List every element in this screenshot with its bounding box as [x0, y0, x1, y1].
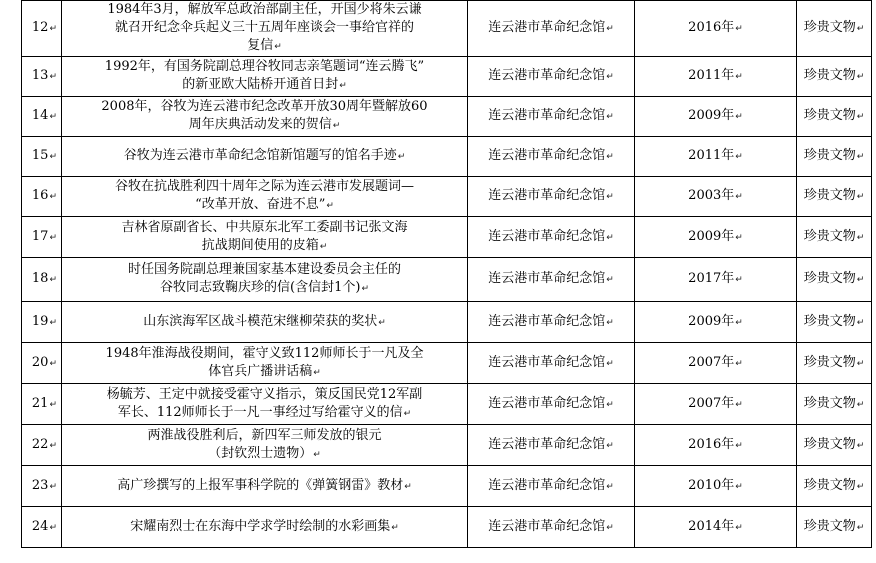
relic-name-text: 山东滨海军区战斗模范宋继柳荣获的奖状	[143, 313, 378, 329]
row-number-text: 24	[31, 518, 49, 534]
row-number-text: 19	[31, 313, 49, 329]
paragraph-mark: ↵	[404, 481, 412, 492]
relic-name-line	[66, 261, 463, 279]
paragraph-mark: ↵	[49, 481, 57, 492]
row-number	[22, 258, 62, 302]
level-cell	[797, 302, 872, 343]
year-text: 2017年	[688, 271, 735, 286]
level-text: 珍贵文物	[803, 436, 856, 452]
table-row	[22, 97, 872, 137]
paragraph-mark: ↵	[49, 358, 57, 369]
paragraph-mark: ↵	[856, 317, 865, 328]
row-number	[22, 384, 62, 425]
table-row	[22, 425, 872, 466]
row-number	[22, 425, 62, 466]
relic-name-line	[66, 98, 463, 116]
row-number	[22, 466, 62, 507]
level-text: 珍贵文物	[803, 20, 856, 35]
relic-name-cell	[62, 466, 468, 507]
year-cell	[635, 177, 797, 217]
org-cell	[468, 425, 635, 466]
row-number-text: 12	[31, 20, 49, 35]
table-row	[22, 258, 872, 302]
year-text: 2016年	[688, 20, 735, 35]
paragraph-mark: ↵	[856, 440, 865, 451]
row-number	[22, 343, 62, 384]
relic-name-text: 就召开纪念伞兵起义三十五周年座谈会一事给官祥的	[114, 20, 414, 35]
paragraph-mark: ↵	[606, 232, 614, 243]
level-cell	[797, 1, 872, 57]
relic-name-cell	[62, 137, 468, 177]
org-cell	[468, 302, 635, 343]
row-number	[22, 57, 62, 97]
org-text: 连云港市革命纪念馆	[488, 518, 606, 534]
paragraph-mark: ↵	[49, 72, 57, 82]
paragraph-mark: ↵	[606, 317, 614, 328]
paragraph-mark: ↵	[606, 192, 614, 202]
paragraph-mark: ↵	[49, 24, 57, 34]
relic-name-line	[66, 345, 463, 363]
org-cell	[468, 217, 635, 258]
org-cell	[468, 177, 635, 217]
row-number-text: 23	[31, 477, 49, 493]
paragraph-mark: ↵	[735, 399, 743, 410]
relic-name-text: （封钦烈士遗物）	[208, 445, 313, 461]
paragraph-mark: ↵	[49, 192, 57, 202]
paragraph-mark: ↵	[735, 24, 743, 34]
year-cell	[635, 97, 797, 137]
relic-name-text: 体官兵广播讲话稿	[208, 363, 313, 379]
row-number-text: 14	[31, 108, 49, 123]
level-cell	[797, 57, 872, 97]
row-number-text: 16	[31, 188, 49, 203]
relic-name-text: 谷牧同志致鞠庆珍的信(含信封1个)	[160, 280, 361, 295]
level-cell	[797, 466, 872, 507]
paragraph-mark: ↵	[606, 24, 614, 34]
org-text: 连云港市革命纪念馆	[488, 108, 606, 123]
paragraph-mark: ↵	[735, 192, 743, 202]
year-cell	[635, 258, 797, 302]
paragraph-mark: ↵	[735, 232, 743, 243]
relic-name-cell	[62, 1, 468, 57]
relic-name-text: 两淮战役胜利后，新四军三师发放的银元	[147, 427, 382, 443]
row-number-text: 18	[31, 271, 49, 286]
table-row	[22, 343, 872, 384]
paragraph-mark: ↵	[339, 81, 347, 91]
paragraph-mark: ↵	[856, 72, 865, 82]
paragraph-mark: ↵	[735, 440, 743, 451]
level-text: 珍贵文物	[803, 108, 856, 123]
relic-name-cell	[62, 177, 468, 217]
relic-name-text: 谷牧为连云港市革命纪念馆新馆题写的馆名手迹	[123, 148, 397, 163]
level-cell	[797, 507, 872, 548]
row-number	[22, 1, 62, 57]
paragraph-mark: ↵	[319, 241, 328, 252]
paragraph-mark: ↵	[735, 522, 743, 533]
relic-name-line	[66, 196, 463, 215]
year-cell	[635, 384, 797, 425]
table-row	[22, 57, 872, 97]
level-text: 珍贵文物	[803, 148, 856, 163]
year-cell	[635, 425, 797, 466]
paragraph-mark: ↵	[735, 275, 743, 285]
level-cell	[797, 97, 872, 137]
level-text: 珍贵文物	[803, 313, 856, 329]
level-cell	[797, 258, 872, 302]
relic-name-line	[66, 404, 463, 423]
paragraph-mark: ↵	[274, 42, 282, 52]
relic-name-line	[66, 363, 463, 382]
relic-name-cell	[62, 343, 468, 384]
level-cell	[797, 343, 872, 384]
year-cell	[635, 217, 797, 258]
org-cell	[468, 1, 635, 57]
relic-name-text: 宋耀南烈士在东海中学求学时绘制的水彩画集	[130, 518, 391, 534]
year-text: 2009年	[688, 108, 735, 123]
paragraph-mark: ↵	[49, 152, 57, 162]
relic-name-line	[66, 37, 463, 56]
relic-name-line	[66, 445, 463, 464]
level-text: 珍贵文物	[803, 228, 856, 244]
relic-name-text: 1992年，有国务院副总理谷牧同志亲笔题词“连云腾飞”	[104, 59, 425, 74]
paragraph-mark: ↵	[856, 192, 865, 202]
org-cell	[468, 137, 635, 177]
paragraph-mark: ↵	[606, 72, 614, 82]
row-number	[22, 217, 62, 258]
org-cell	[468, 258, 635, 302]
year-text: 2014年	[688, 518, 735, 534]
paragraph-mark: ↵	[856, 481, 865, 492]
relic-name-line	[66, 147, 463, 166]
paragraph-mark: ↵	[606, 275, 614, 285]
paragraph-mark: ↵	[361, 284, 369, 294]
row-number	[22, 97, 62, 137]
paragraph-mark: ↵	[856, 232, 865, 243]
relic-name-text: 周年庆典活动发来的贺信	[188, 117, 332, 132]
relic-name-cell	[62, 302, 468, 343]
row-number-text: 13	[31, 68, 49, 83]
level-cell	[797, 384, 872, 425]
table-row	[22, 137, 872, 177]
paragraph-mark: ↵	[606, 440, 614, 451]
relic-name-text: 吉林省原副省长、中共原东北军工委副书记张文海	[121, 219, 408, 235]
level-cell	[797, 425, 872, 466]
relic-name-line	[66, 178, 463, 196]
paragraph-mark: ↵	[391, 522, 399, 533]
relic-name-text: 的新亚欧大陆桥开通首日封	[182, 77, 339, 92]
paragraph-mark: ↵	[735, 481, 743, 492]
paragraph-mark: ↵	[856, 152, 865, 162]
row-number-text: 15	[31, 148, 49, 163]
paragraph-mark: ↵	[606, 481, 614, 492]
paragraph-mark: ↵	[49, 275, 57, 285]
relic-name-line	[66, 386, 463, 404]
paragraph-mark: ↵	[856, 522, 865, 533]
relic-name-line	[66, 427, 463, 445]
row-number	[22, 177, 62, 217]
year-text: 2016年	[688, 436, 735, 452]
org-cell	[468, 384, 635, 425]
relic-name-text: 高广珍撰写的上报军事科学院的《弹簧钢雷》教材	[117, 477, 404, 493]
paragraph-mark: ↵	[332, 121, 341, 131]
year-cell	[635, 57, 797, 97]
relic-name-line	[66, 219, 463, 237]
year-cell	[635, 507, 797, 548]
paragraph-mark: ↵	[49, 317, 57, 328]
year-text: 2011年	[688, 68, 735, 83]
relic-name-cell	[62, 217, 468, 258]
org-text: 连云港市革命纪念馆	[488, 354, 606, 370]
relics-table-body	[22, 1, 872, 548]
paragraph-mark: ↵	[735, 112, 743, 122]
year-text: 2009年	[688, 228, 735, 244]
org-text: 连云港市革命纪念馆	[488, 68, 606, 83]
relic-name-text: 杨毓芳、王定中就接受霍守义指示，策反国民党12军副	[106, 386, 423, 402]
year-text: 2007年	[688, 395, 735, 411]
year-cell	[635, 343, 797, 384]
paragraph-mark: ↵	[856, 275, 865, 285]
relic-name-line	[66, 477, 463, 496]
relics-table	[21, 0, 872, 548]
row-number-text: 21	[31, 395, 49, 411]
level-text: 珍贵文物	[803, 354, 856, 370]
level-cell	[797, 137, 872, 177]
paragraph-mark: ↵	[313, 449, 321, 460]
level-cell	[797, 177, 872, 217]
relic-name-line	[66, 76, 463, 95]
row-number-text: 17	[31, 228, 49, 244]
org-cell	[468, 466, 635, 507]
paragraph-mark: ↵	[606, 399, 614, 410]
table-row	[22, 466, 872, 507]
org-text: 连云港市革命纪念馆	[488, 188, 606, 203]
paragraph-mark: ↵	[49, 399, 57, 410]
relic-name-cell	[62, 258, 468, 302]
table-row	[22, 302, 872, 343]
paragraph-mark: ↵	[49, 522, 57, 533]
relic-name-text: 复信	[247, 38, 274, 53]
org-text: 连云港市革命纪念馆	[488, 148, 606, 163]
relic-name-cell	[62, 97, 468, 137]
relic-name-text: 军长、112师师长于一凡一事经过写给霍守义的信	[117, 404, 403, 420]
relic-name-line	[66, 313, 463, 332]
relic-name-text: 抗战期间使用的皮箱	[201, 237, 319, 253]
paragraph-mark: ↵	[49, 232, 57, 243]
row-number	[22, 302, 62, 343]
relic-name-line	[66, 279, 463, 298]
relic-name-text: 1984年3月，解放军总政治部副主任，开国少将朱云谦	[107, 2, 422, 17]
paragraph-mark: ↵	[735, 317, 743, 328]
row-number	[22, 507, 62, 548]
year-cell	[635, 1, 797, 57]
table-row	[22, 217, 872, 258]
level-text: 珍贵文物	[803, 68, 856, 83]
year-text: 2009年	[688, 313, 735, 329]
org-text: 连云港市革命纪念馆	[488, 271, 606, 286]
level-cell	[797, 217, 872, 258]
table-row	[22, 177, 872, 217]
paragraph-mark: ↵	[49, 440, 57, 451]
org-cell	[468, 507, 635, 548]
level-text: 珍贵文物	[803, 395, 856, 411]
paragraph-mark: ↵	[49, 112, 57, 122]
relic-name-line	[66, 116, 463, 135]
table-row	[22, 507, 872, 548]
paragraph-mark: ↵	[735, 72, 743, 82]
relic-name-line	[66, 518, 463, 537]
relic-name-text: 1948年淮海战役期间，霍守义致112师师长于一凡及全	[105, 345, 424, 361]
year-text: 2011年	[688, 148, 735, 163]
table-row	[22, 384, 872, 425]
org-text: 连云港市革命纪念馆	[488, 436, 606, 452]
row-number-text: 20	[31, 354, 49, 370]
level-text: 珍贵文物	[803, 477, 856, 493]
org-text: 连云港市革命纪念馆	[488, 395, 606, 411]
relic-name-text: 时任国务院副总理兼国家基本建设委员会主任的	[127, 262, 401, 277]
year-cell	[635, 302, 797, 343]
paragraph-mark: ↵	[606, 522, 614, 533]
relic-name-line	[66, 19, 463, 37]
org-text: 连云港市革命纪念馆	[488, 20, 606, 35]
org-cell	[468, 343, 635, 384]
paragraph-mark: ↵	[397, 152, 406, 162]
paragraph-mark: ↵	[856, 399, 865, 410]
paragraph-mark: ↵	[606, 152, 614, 162]
level-text: 珍贵文物	[803, 271, 856, 286]
table-row	[22, 1, 872, 57]
org-text: 连云港市革命纪念馆	[488, 313, 606, 329]
paragraph-mark: ↵	[313, 367, 321, 378]
relic-name-text: 谷牧在抗战胜利四十周年之际为连云港市发展题词—	[114, 179, 414, 194]
relic-name-cell	[62, 57, 468, 97]
relic-name-text: 2008年，谷牧为连云港市纪念改革开放30周年暨解放60	[101, 99, 428, 114]
year-text: 2010年	[688, 477, 735, 493]
paragraph-mark: ↵	[856, 24, 865, 34]
paragraph-mark: ↵	[856, 358, 865, 369]
org-text: 连云港市革命纪念馆	[488, 477, 606, 493]
paragraph-mark: ↵	[606, 358, 614, 369]
org-cell	[468, 57, 635, 97]
paragraph-mark: ↵	[378, 317, 386, 328]
relic-name-cell	[62, 507, 468, 548]
paragraph-mark: ↵	[326, 201, 334, 211]
paragraph-mark: ↵	[856, 112, 865, 122]
relic-name-line	[66, 1, 463, 19]
relic-name-cell	[62, 425, 468, 466]
year-text: 2007年	[688, 354, 735, 370]
paragraph-mark: ↵	[735, 358, 743, 369]
row-number	[22, 137, 62, 177]
relic-name-text: “改革开放、奋进不息”	[195, 197, 326, 212]
level-text: 珍贵文物	[803, 518, 856, 534]
year-text: 2003年	[688, 188, 735, 203]
org-text: 连云港市革命纪念馆	[488, 228, 606, 244]
paragraph-mark: ↵	[606, 112, 614, 122]
paragraph-mark: ↵	[735, 152, 743, 162]
year-cell	[635, 137, 797, 177]
relic-name-line	[66, 237, 463, 256]
row-number-text: 22	[31, 436, 49, 452]
level-text: 珍贵文物	[803, 188, 856, 203]
relic-name-cell	[62, 384, 468, 425]
org-cell	[468, 97, 635, 137]
year-cell	[635, 466, 797, 507]
paragraph-mark: ↵	[403, 408, 412, 419]
relic-name-line	[66, 58, 463, 76]
